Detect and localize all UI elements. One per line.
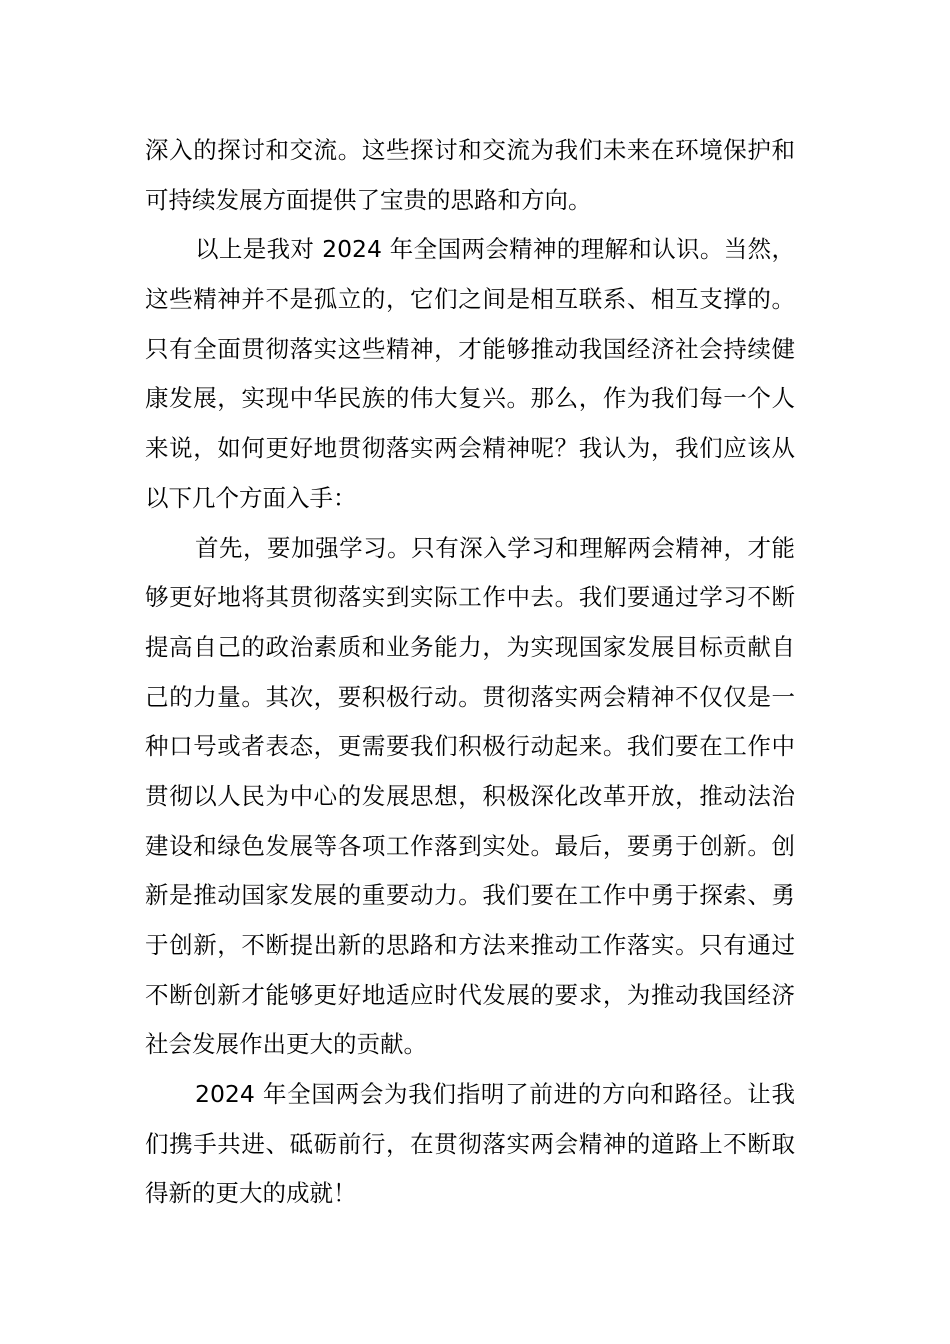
text-line: 得新的更大的成就！: [145, 1179, 357, 1208]
text-line: 只有全面贯彻落实这些精神，才能够推动我国经济社会持续健: [145, 334, 795, 363]
text-line: 2024 年全国两会为我们指明了前进的方向和路径。让我: [195, 1080, 795, 1109]
text-line: 可持续发展方面提供了宝贵的思路和方向。: [145, 185, 592, 214]
text-line: 提高自己的政治素质和业务能力，为实现国家发展目标贡献自: [145, 632, 795, 661]
text-line: 社会发展作出更大的贡献。: [145, 1030, 427, 1059]
paragraph: [145, 225, 795, 523]
text-line: 以上是我对 2024 年全国两会精神的理解和认识。当然，: [195, 235, 795, 264]
text-line: 康发展，实现中华民族的伟大复兴。那么，作为我们每一个人: [145, 384, 795, 413]
text-line: 深入的探讨和交流。这些探讨和交流为我们未来在环境保护和: [145, 136, 795, 164]
text-line: 首先，要加强学习。只有深入学习和理解两会精神，才能: [195, 533, 795, 562]
text-line: 于创新，不断提出新的思路和方法来推动工作落实。只有通过: [145, 931, 795, 959]
text-line: 建设和绿色发展等各项工作落到实处。最后，要勇于创新。创: [145, 831, 795, 860]
document-body: [145, 126, 795, 1219]
text-line: 不断创新才能够更好地适应时代发展的要求，为推动我国经济: [145, 980, 795, 1009]
text-line: 够更好地将其贯彻落实到实际工作中去。我们要通过学习不断: [145, 583, 795, 612]
paragraph: [145, 524, 795, 1071]
paragraph: [145, 126, 795, 225]
text-line: 新是推动国家发展的重要动力。我们要在工作中勇于探索、勇: [145, 881, 795, 910]
text-line: 来说，如何更好地贯彻落实两会精神呢？我认为，我们应该从: [145, 434, 795, 463]
text-line: 己的力量。其次，要积极行动。贯彻落实两会精神不仅仅是一: [145, 682, 795, 711]
text-line: 们携手共进、砥砺前行，在贯彻落实两会精神的道路上不断取: [145, 1129, 795, 1158]
text-line: 贯彻以人民为中心的发展思想，积极深化改革开放，推动法治: [145, 781, 795, 810]
paragraph: [145, 1070, 795, 1219]
text-line: 这些精神并不是孤立的，它们之间是相互联系、相互支撑的。: [145, 285, 795, 314]
text-line: 以下几个方面入手：: [145, 483, 357, 512]
text-line: 种口号或者表态，更需要我们积极行动起来。我们要在工作中: [145, 732, 795, 761]
